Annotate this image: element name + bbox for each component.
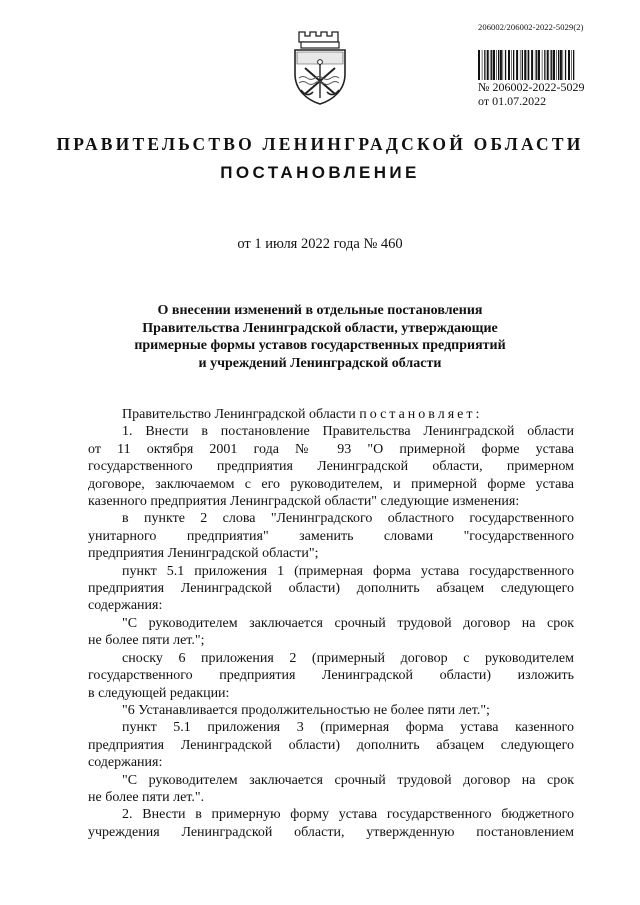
coat-of-arms-icon [285,28,355,106]
body-line: предприятия Ленинградской области"; [88,546,319,562]
subject-line: примерные формы уставов государственных предприятий [134,338,506,353]
body-line: в следующей редакции: [88,685,230,701]
body-line: пункт 5.1 приложения 3 (примерная форма устава казенного [122,720,574,736]
body-line: содержания: [88,755,163,771]
decree-date-number: от 1 июля 2022 года № 460 [237,236,403,252]
body-line: в пункте 2 слова "Ленинградского областного государственного [122,511,574,527]
document-id: 206002/206002-2022-5029(2) [478,22,584,32]
document-type-heading: ПОСТАНОВЛЕНИЕ [220,163,420,182]
body-line: унитарного предприятия" заменить словами "государственного [88,528,574,544]
body-line: не более пяти лет.". [88,789,205,805]
body-line: "6 Устанавливается продолжительностью не более пяти лет."; [122,702,490,718]
body-line: сноску 6 приложения 2 (примерный договор с руководителем [122,650,574,666]
body-line: предприятия Ленинградской области) дополнить абзацем следующего [88,581,574,597]
body-line: пункт 5.1 приложения 1 (примерная форма устава государственного [122,563,574,579]
body-line: государственного предприятия Ленинградской области) изложить [88,668,574,684]
body-line: учреждения Ленинградской области, утвержденную постановлением [88,824,574,840]
decree-subject [0,302,640,372]
subject-line: Правительства Ленинградской области, утверждающие [142,320,498,336]
preamble-line [88,406,574,423]
barcode-icon [478,50,576,80]
body-line: не более пяти лет."; [88,633,205,649]
preamble-verb: постановляет: [359,407,483,422]
registration-block [478,80,584,108]
government-heading: ПРАВИТЕЛЬСТВО ЛЕНИНГРАДСКОЙ ОБЛАСТИ [56,134,584,154]
body-line: от 11 октября 2001 года № 93 "О примерной форме устава [88,441,574,457]
body-line: 2. Внести в примерную форму устава государственного бюджетного [122,807,574,823]
subject-line: и учреждений Ленинградской области [198,355,442,371]
body-line: "С руководителем заключается срочный трудовой договор на срок [122,772,574,788]
registration-date: от 01.07.2022 [478,94,547,108]
body-line: казенного предприятия Ленинградской области" следующие изменения: [88,494,520,510]
body-line: государственного предприятия Ленинградской области, примерном [88,459,574,475]
registration-number: № 206002-2022-5029 [478,80,585,94]
body-line: предприятия Ленинградской области) дополнить абзацем следующего [88,737,574,753]
body-line: 1. Внести в постановление Правительства Ленинградской области [122,424,574,440]
subject-line: О внесении изменений в отдельные постановления [157,303,483,318]
decree-body [88,406,574,841]
body-line: договоре, заключаемом с его руководителем, и примерной форме устава [88,476,574,492]
body-line: содержания: [88,598,163,614]
preamble-subject: Правительство Ленинградской области [122,407,356,422]
body-line: "С руководителем заключается срочный трудовой договор на срок [122,615,574,631]
